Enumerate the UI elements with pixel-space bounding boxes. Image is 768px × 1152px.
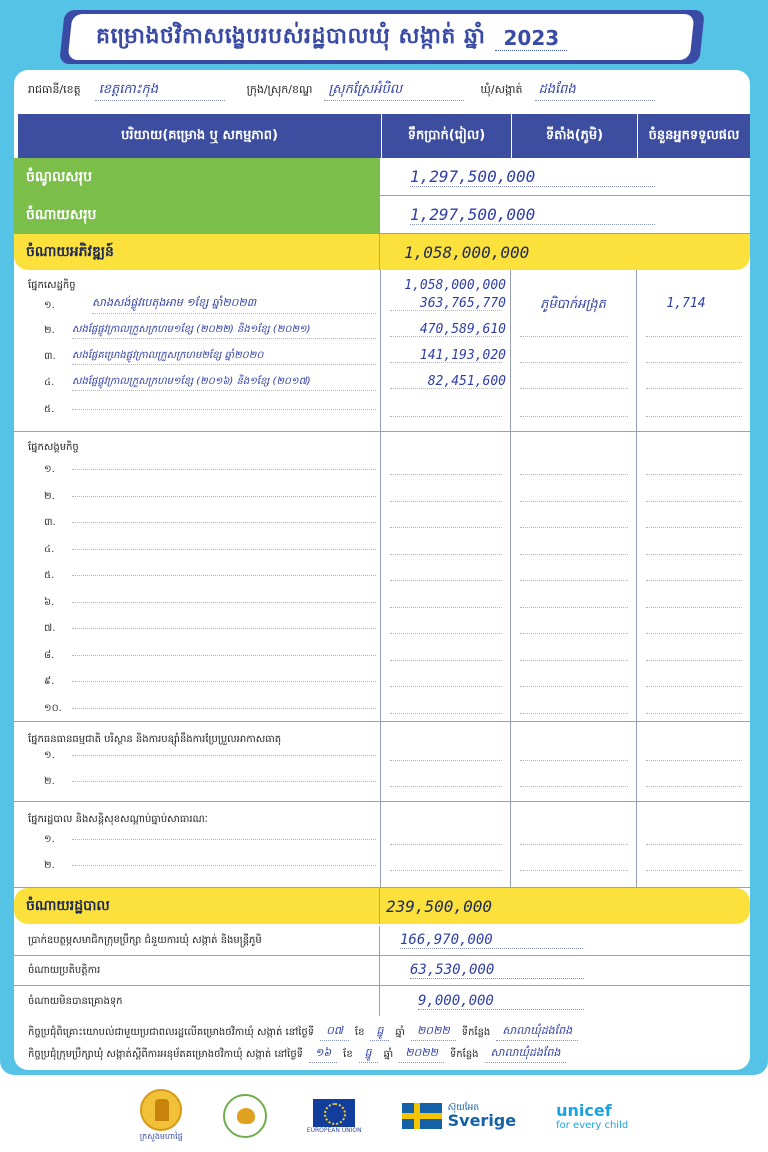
item-text: សាងសង់ផ្លូវបេតុងអាម ១ខ្សែ ឆ្នាំ២០២៣ [92, 296, 376, 314]
income-total-label: ចំណូលសរុប [14, 158, 380, 196]
admin-security-item-number: ១. [44, 834, 55, 845]
sverige-logo [402, 1103, 516, 1129]
title-year: 2023 [495, 26, 567, 51]
list-item [44, 748, 376, 763]
list-item: ១. សាងសង់ផ្លូវបេតុងអាម ១ខ្សែ ឆ្នាំ២០២៣ [44, 296, 376, 314]
header-beneficiaries: ចំនួនអ្នកទទួលផល [648, 127, 740, 143]
list-item [44, 621, 376, 636]
expense-total-row [14, 196, 750, 234]
list-item: ៥. [44, 402, 376, 417]
social-item-number: ៤. [44, 543, 55, 555]
natural-title: ផ្នែកធនធានធម្មជាតិ បរិស្ថាន និងការបន្ស៊ាំនឹងការប្រែប្រួលអាកាសធាតុ [28, 734, 282, 745]
natural-item-number: ២. [44, 776, 55, 787]
page-title [96, 20, 656, 56]
admin-row-unplanned: ចំណាយមិនបានគ្រោងទុក 9,000,000 [14, 986, 750, 1016]
sverige-name: Sverige [447, 1110, 517, 1130]
header-description: បរិយាយ(គម្រោង ឬ សកម្មភាព) [18, 114, 382, 158]
meeting-place: សាលាឃុំដងពែង [496, 1024, 578, 1041]
meeting-year: ២០២២ [411, 1024, 456, 1041]
item-location: ភូមិបាក់អង្រុត [540, 297, 606, 312]
list-item [44, 701, 376, 716]
item-amount: 82,451,600 [427, 374, 506, 389]
list-item [44, 858, 376, 873]
location-row [14, 70, 750, 112]
administration-expense-value: 239,500,000 [386, 896, 492, 916]
admin-row-allowance: ប្រាក់ឧបត្ថម្ភសមាជិកក្រុមប្រឹក្សា ជំនួយការឃុំ សង្កាត់ និងមន្ត្រីភូមិ 166,970,000 [14, 926, 750, 956]
social-item-number: ៩. [44, 676, 55, 687]
social-item-number: ៣. [44, 517, 56, 528]
list-item [44, 832, 376, 847]
meeting-month: ធ្នូ [359, 1046, 378, 1063]
income-total-row [14, 158, 750, 196]
meeting-place: សាលាឃុំដងពែង [485, 1046, 567, 1063]
commune-value: ដងពែង [535, 81, 655, 101]
social-section [14, 432, 750, 722]
list-item [44, 542, 376, 557]
table-header [18, 114, 750, 158]
meeting-day: ០៧ [320, 1024, 349, 1041]
economic-total: 1,058,000,000 [404, 278, 506, 293]
meeting-consultation: កិច្ចប្រជុំពិគ្រោះយោបល់ជាមួយប្រជាពលរដ្ឋលើគម្រោងថវិកាឃុំ សង្កាត់ នៅថ្ងៃទី ០៧ ខែ ធ្នូ ឆ្នាំ ២០២២ ទីកន្លែង សាលាឃុំដងពែង [28, 1024, 578, 1041]
eu-flag-icon [313, 1099, 355, 1127]
admin-value: 166,970,000 [400, 932, 583, 949]
social-item-number: ៦. [44, 596, 55, 608]
admin-value: 63,530,000 [410, 962, 584, 979]
list-item: ៣. សងផ្លែគម្រោងផ្លូវក្រាលក្រួសក្រហម២ខ្សែ ឆ្នាំ២០២០ [44, 348, 376, 365]
ministry-emblem-icon [140, 1089, 182, 1131]
natural-item-number: ១. [44, 750, 55, 761]
title-main: គម្រោងថវិកាសង្ខេបរបស់រដ្ឋបាលឃុំ សង្កាត់ ឆ្នាំ [96, 24, 486, 49]
list-item [44, 462, 376, 477]
development-expense-value: 1,058,000,000 [404, 242, 530, 262]
partner-logos [0, 1080, 768, 1152]
list-item: ២. សងផ្លែផ្លូវក្រាលក្រួសក្រហម១ខ្សែ (២០២២) និង១ខ្សែ (២០២១) [44, 322, 376, 339]
eu-logo [307, 1099, 362, 1134]
capital-value: ខេត្តកោះកុង [95, 81, 225, 101]
administration-expense-row [14, 888, 750, 924]
social-item-number: ៨. [44, 649, 55, 661]
meeting-day: ១៦ [309, 1046, 337, 1063]
admin-value: 9,000,000 [418, 993, 584, 1010]
expense-total-label: ចំណាយសរុប [14, 196, 380, 234]
meeting-approval: កិច្ចប្រជុំក្រុមប្រឹក្សាឃុំ សង្កាត់ស្តីពីការអនុម័តគម្រោងថវិកាឃុំ សង្កាត់ នៅថ្ងៃទី ១៦ ខែ ធ្នូ ឆ្នាំ ២០២២ ទីកន្លែង សាលាឃុំដងពែង [28, 1046, 566, 1063]
meeting-month: ធ្នូ [370, 1024, 389, 1041]
list-item [44, 515, 376, 530]
economic-title: ផ្នែកសេដ្ឋកិច្ច [28, 280, 76, 291]
unicef-logo [556, 1101, 628, 1131]
admin-security-section [14, 802, 750, 888]
admin-row-operations: ចំណាយប្រតិបត្តិការ 63,530,000 [14, 956, 750, 986]
natural-section [14, 722, 750, 802]
admin-security-item-number: ២. [44, 860, 55, 871]
commune-label: ឃុំ/សង្កាត់ [480, 83, 523, 96]
item-text: សងផ្លែផ្លូវក្រាលក្រួសក្រហម១ខ្សែ (២០១៦) និង១ខ្សែ (២០១៧) [72, 374, 376, 391]
header-amount: ទឹកប្រាក់(រៀល) [382, 114, 512, 158]
list-item [44, 674, 376, 689]
economic-section [14, 270, 750, 432]
list-item [44, 489, 376, 504]
sverige-khmer: ស៊ុយអែត [447, 1102, 480, 1113]
admin-security-title: ផ្នែករដ្ឋបាល និងសន្តិសុខសណ្តាប់ធ្នាប់សាធារណៈ [28, 814, 208, 825]
item-amount: 141,193,020 [419, 348, 506, 363]
social-item-number: ១០. [44, 702, 62, 714]
list-item [44, 774, 376, 789]
capital-label: រាជធានី/ខេត្ត [28, 83, 81, 96]
item-amount: 470,589,610 [419, 322, 506, 337]
budget-card [14, 70, 750, 1070]
header-location: ទីតាំង(ភូមិ) [512, 114, 638, 158]
meeting-year: ២០២២ [399, 1046, 444, 1063]
social-item-number: ១. [44, 464, 55, 475]
item-amount: 363,765,770 [419, 296, 506, 311]
item-text: សងផ្លែគម្រោងផ្លូវក្រាលក្រួសក្រហម២ខ្សែ ឆ្នាំ២០២០ [72, 348, 376, 365]
item-beneficiaries: 1,714 [666, 296, 706, 311]
administration-expense-label: ចំណាយរដ្ឋបាល [14, 888, 380, 924]
unicef-name: unicef [556, 1101, 612, 1120]
ministry-name: ក្រសួងមហាផ្ទៃ [139, 1132, 183, 1141]
list-item [44, 568, 376, 583]
sweden-flag-icon [402, 1103, 442, 1129]
income-total-value: 1,297,500,000 [410, 167, 655, 187]
social-item-number: ២. [44, 490, 55, 502]
development-expense-label: ចំណាយអភិវឌ្ឍន៍ [14, 234, 380, 270]
list-item [44, 595, 376, 610]
list-item [44, 648, 376, 663]
development-expense-row [14, 234, 750, 270]
association-emblem-icon [223, 1094, 267, 1138]
social-item-number: ៧. [44, 623, 56, 634]
list-item: ៤. សងផ្លែផ្លូវក្រាលក្រួសក្រហម១ខ្សែ (២០១៦) និង១ខ្សែ (២០១៧) [44, 374, 376, 391]
unicef-tagline: for every child [556, 1120, 629, 1131]
social-item-number: ៥. [44, 570, 55, 581]
expense-total-value: 1,297,500,000 [410, 205, 655, 225]
association-logo [223, 1094, 267, 1138]
eu-name: EUROPEAN UNION [306, 1126, 362, 1134]
item-text: សងផ្លែផ្លូវក្រាលក្រួសក្រហម១ខ្សែ (២០២២) និង១ខ្សែ (២០២១) [72, 322, 376, 339]
social-title: ផ្នែកសង្គមកិច្ច [28, 442, 79, 453]
ministry-logo [140, 1089, 183, 1143]
meetings-box [14, 1016, 750, 1068]
district-label: ក្រុង/ស្រុក/ខណ្ឌ [246, 83, 313, 96]
district-value: ស្រុកស្រែអំបិល [324, 81, 464, 101]
